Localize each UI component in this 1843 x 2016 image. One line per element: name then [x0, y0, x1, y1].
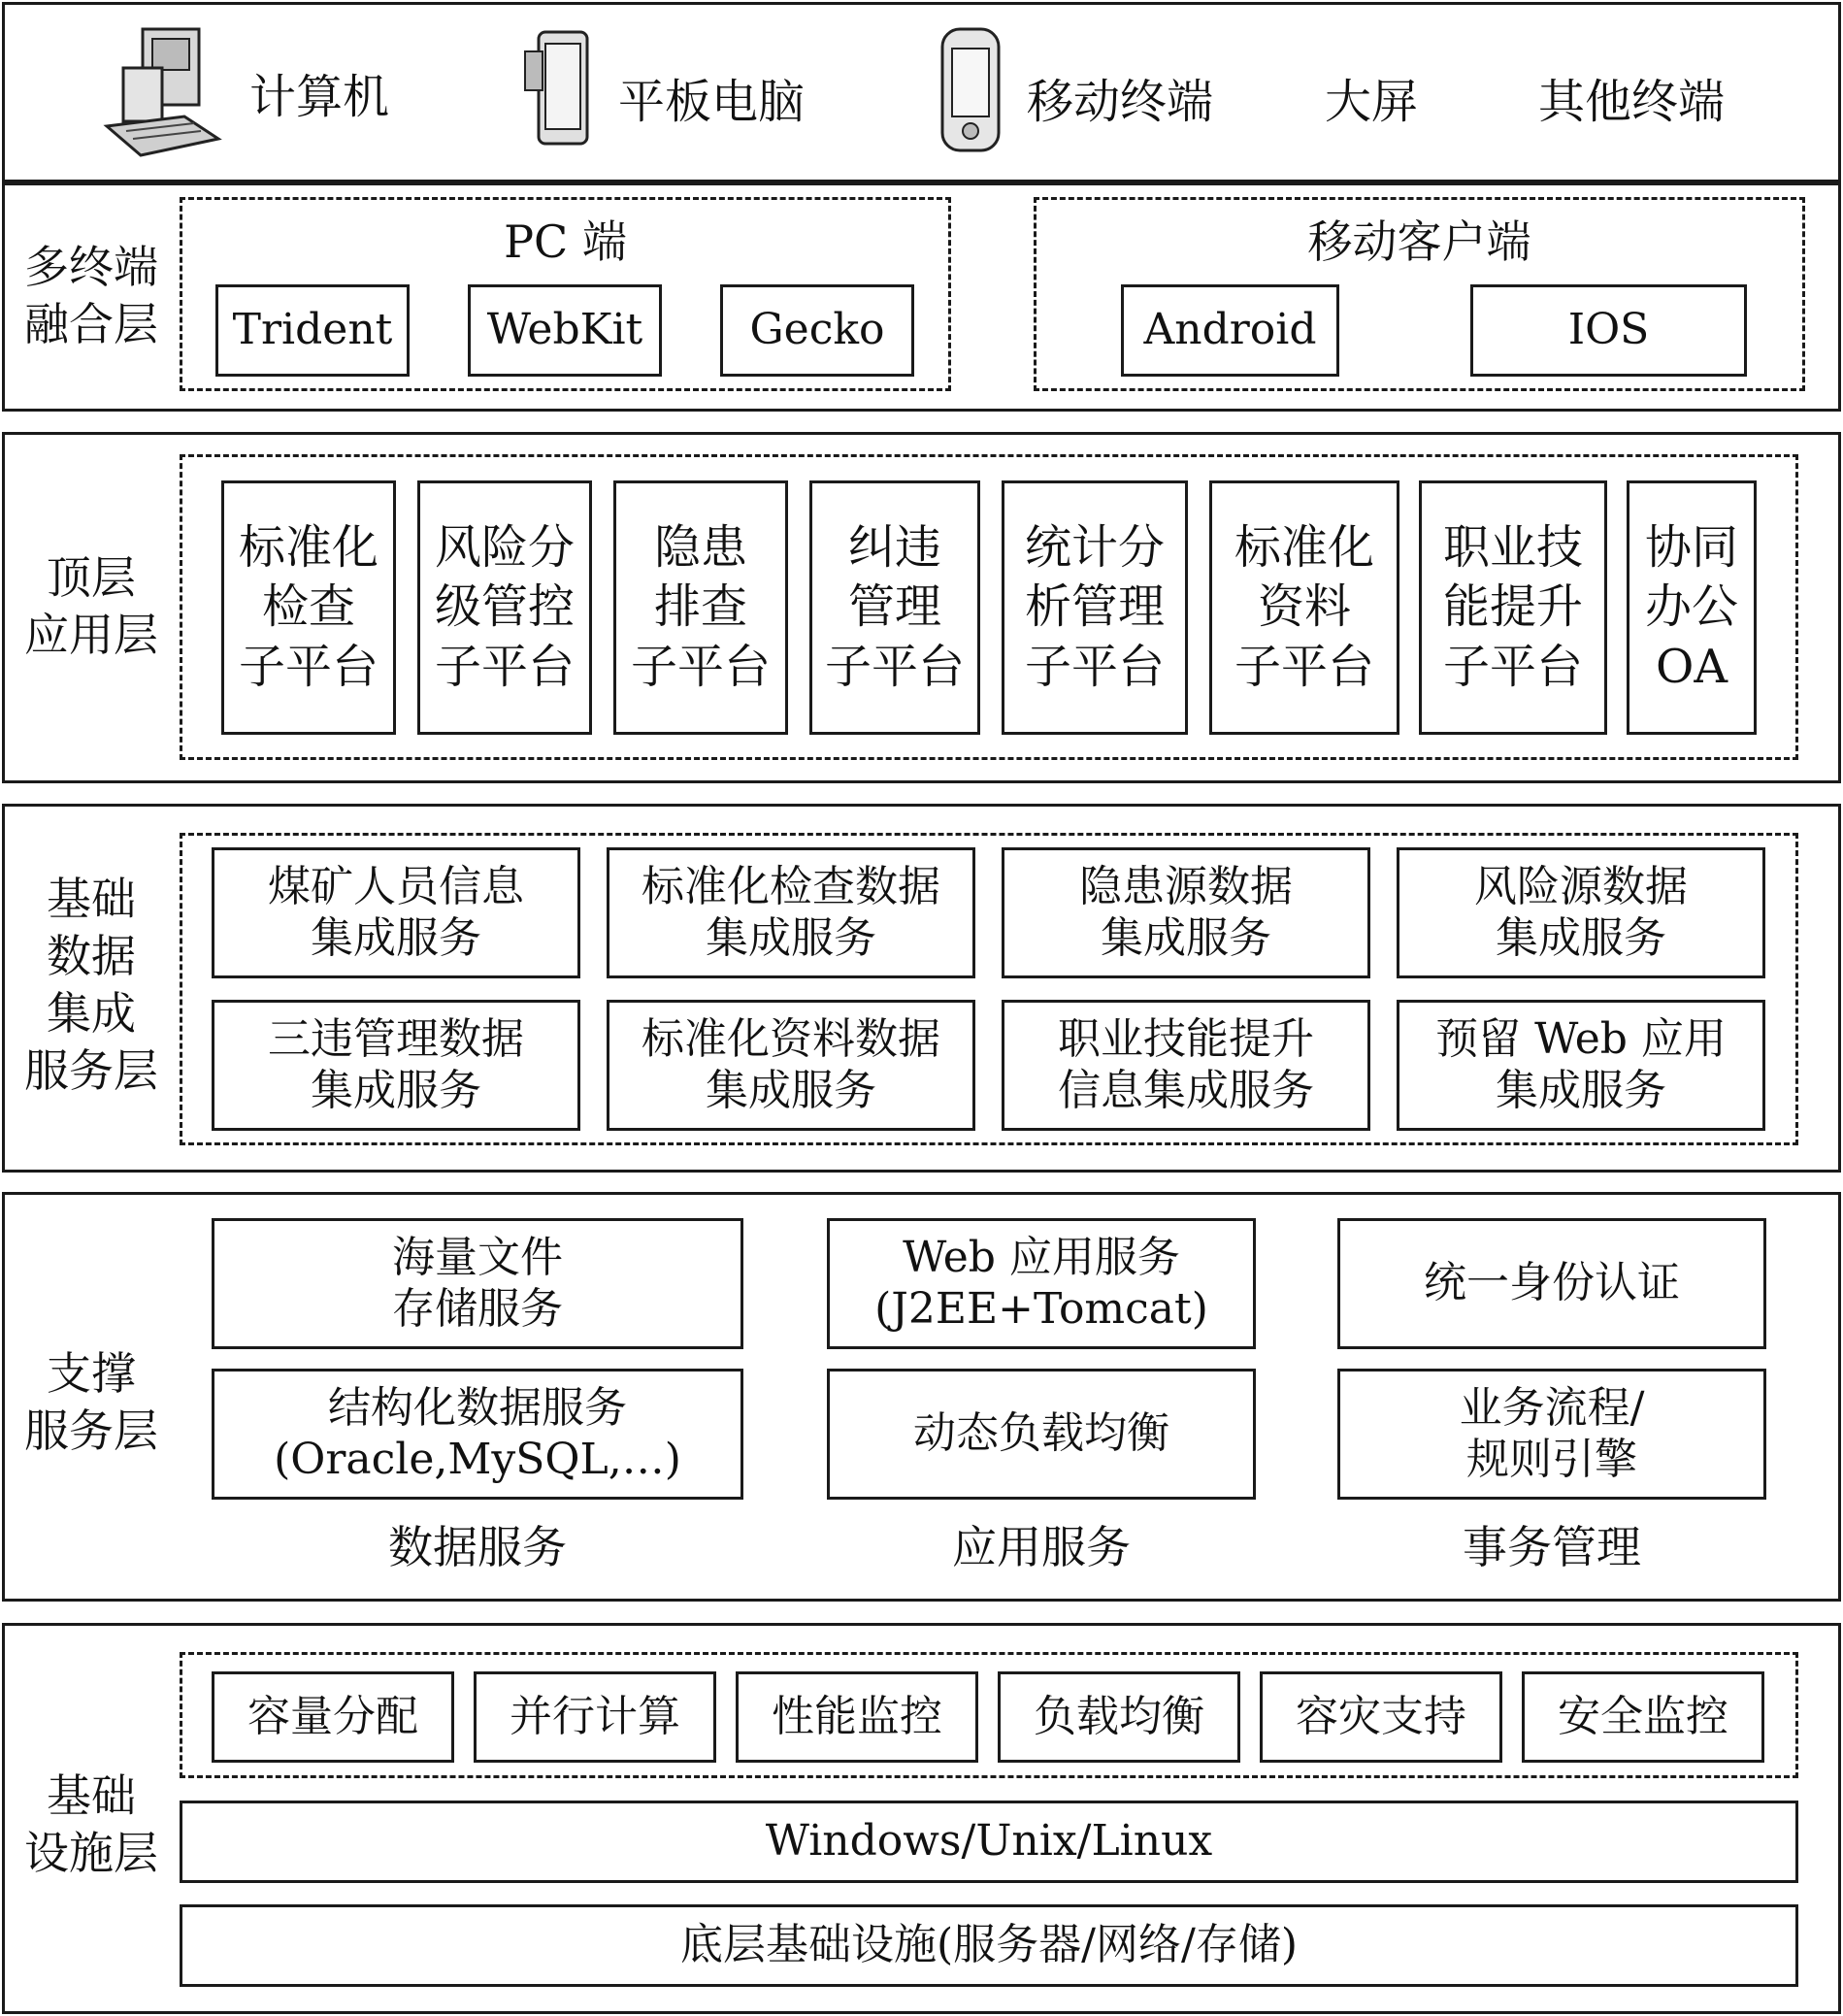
mobile-client-group-title: 移动客户端 — [1307, 215, 1531, 268]
support-file-storage: 海量文件 存储服务 — [212, 1218, 743, 1349]
support-load-balancing: 动态负载均衡 — [827, 1369, 1256, 1500]
service-personnel-info: 煤矿人员信息 集成服务 — [212, 847, 580, 978]
infra-performance-monitor: 性能监控 — [736, 1671, 978, 1763]
service-standard-check-data: 标准化检查数据 集成服务 — [607, 847, 975, 978]
app-violation-manage: 纠违 管理 子平台 — [809, 480, 980, 735]
computer-icon — [102, 24, 228, 160]
support-web-app-service: Web 应用服务 (J2EE+Tomcat) — [827, 1218, 1256, 1349]
support-caption-transaction: 事务管理 — [1463, 1521, 1641, 1573]
tablet-icon — [519, 24, 597, 150]
mobile-os-android: Android — [1121, 284, 1339, 377]
service-violation-data: 三违管理数据 集成服务 — [212, 1000, 580, 1131]
mobile-phone-icon — [937, 24, 1004, 155]
support-caption-app: 应用服务 — [952, 1521, 1131, 1573]
service-skill-info: 职业技能提升 信息集成服务 — [1002, 1000, 1370, 1131]
service-standard-docs-data: 标准化资料数据 集成服务 — [607, 1000, 975, 1131]
terminal-label-tablet: 平板电脑 — [618, 74, 806, 129]
service-risk-source-data: 风险源数据 集成服务 — [1397, 847, 1765, 978]
top-app-label: 顶层 应用层 — [24, 551, 158, 661]
app-risk-control: 风险分 级管控 子平台 — [417, 480, 592, 735]
app-office-oa: 协同 办公 OA — [1627, 480, 1757, 735]
mobile-os-ios: IOS — [1470, 284, 1747, 377]
infra-parallel-compute: 并行计算 — [474, 1671, 716, 1763]
support-workflow-engine: 业务流程/ 规则引擎 — [1337, 1369, 1766, 1500]
infra-security-monitor: 安全监控 — [1522, 1671, 1764, 1763]
multi-terminal-label: 多终端 融合层 — [24, 241, 158, 350]
infra-operating-systems: Windows/Unix/Linux — [180, 1801, 1798, 1883]
app-standard-docs: 标准化 资料 子平台 — [1209, 480, 1399, 735]
support-label: 支撑 服务层 — [24, 1347, 158, 1457]
app-hazard-check: 隐患 排查 子平台 — [613, 480, 788, 735]
infra-capacity: 容量分配 — [212, 1671, 454, 1763]
service-reserved-web: 预留 Web 应用 集成服务 — [1397, 1000, 1765, 1131]
support-caption-data: 数据服务 — [388, 1521, 567, 1573]
infrastructure-label: 基础 设施层 — [24, 1769, 158, 1879]
terminal-label-mobile: 移动终端 — [1027, 74, 1214, 129]
pc-engine-gecko: Gecko — [720, 284, 914, 377]
terminal-label-other: 其他终端 — [1538, 74, 1726, 129]
service-hazard-source-data: 隐患源数据 集成服务 — [1002, 847, 1370, 978]
infra-load-balance: 负载均衡 — [998, 1671, 1240, 1763]
pc-engine-trident: Trident — [215, 284, 410, 377]
app-statistics: 统计分 析管理 子平台 — [1002, 480, 1188, 735]
infra-base-hardware: 底层基础设施(服务器/网络/存储) — [180, 1904, 1798, 1987]
support-structured-data: 结构化数据服务 (Oracle,MySQL,…) — [212, 1369, 743, 1500]
app-skill-upgrade: 职业技 能提升 子平台 — [1419, 480, 1607, 735]
pc-group-title: PC 端 — [504, 215, 627, 268]
support-identity-auth: 统一身份认证 — [1337, 1218, 1766, 1349]
infra-disaster-recovery: 容灾支持 — [1260, 1671, 1502, 1763]
pc-engine-webkit: WebKit — [468, 284, 662, 377]
terminal-label-bigscreen: 大屏 — [1325, 74, 1419, 129]
terminal-label-computer: 计算机 — [249, 69, 390, 124]
app-standard-check: 标准化 检查 子平台 — [221, 480, 396, 735]
data-integration-label: 基础 数据 集成 服务层 — [24, 873, 158, 1097]
